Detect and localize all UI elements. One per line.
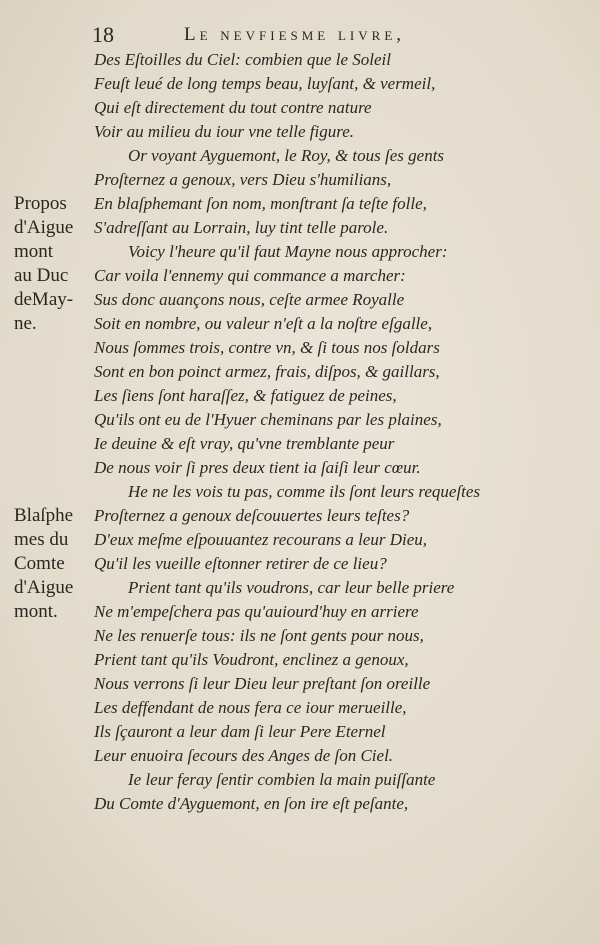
verse-line: Qu'il les vueille eſtonner retirer de ce lieu? bbox=[94, 554, 387, 573]
verse-line: Leur enuoira ſecours des Anges de ſon Ciel. bbox=[94, 746, 394, 765]
verse-line: Sus donc auançons nous, ceſte armee Royalle bbox=[94, 290, 405, 309]
verse-line: Prient tant qu'ils voudrons, car leur belle priere bbox=[128, 578, 455, 597]
margin-note-propos bbox=[14, 192, 94, 336]
verse-line: Ils ſçauront a leur dam ſi leur Pere Eternel bbox=[94, 722, 386, 741]
page-number: 18 bbox=[92, 22, 114, 47]
verse-line: D'eux meſme eſpouuantez recourans a leur Dieu, bbox=[94, 530, 428, 549]
verse-line: Voicy l'heure qu'il faut Mayne nous approcher: bbox=[128, 242, 448, 261]
margin-note-line: deMay- bbox=[14, 289, 74, 310]
verse-line: Les deffendant de nous fera ce iour merueille, bbox=[94, 698, 407, 717]
verse-line: Du Comte d'Ayguemont, en ſon ire eſt peſante, bbox=[94, 794, 409, 813]
verse-line: Prient tant qu'ils Voudront, enclinez a genoux, bbox=[94, 650, 409, 669]
verse-line: Proſternez a genoux, vers Dieu s'humilians, bbox=[94, 170, 392, 189]
verse-line: Feuſt leué de long temps beau, luyſant, & vermeil, bbox=[94, 74, 436, 93]
verse-line: En blaſphemant ſon nom, monſtrant ſa teſte folle, bbox=[94, 194, 427, 213]
verse-line: Les ſiens ſont haraſſez, & fatiguez de peines, bbox=[94, 386, 397, 405]
margin-note-blasphemes bbox=[14, 504, 94, 624]
verse-line: He ne les vois tu pas, comme ils ſont leurs requeſtes bbox=[128, 482, 481, 501]
verse-line: Voir au milieu du iour vne telle figure. bbox=[94, 122, 354, 141]
verse-text bbox=[94, 48, 534, 816]
margin-note-line: Propos bbox=[14, 193, 67, 214]
verse-line: Soit en nombre, ou valeur n'eſt a la noſtre eſgalle, bbox=[94, 314, 433, 333]
verse-line: De nous voir ſi pres deux tient ia ſaiſi leur cœur. bbox=[94, 458, 421, 477]
verse-line: Proſternez a genoux deſcouuertes leurs teſtes? bbox=[94, 506, 410, 525]
verse-line: Car voila l'ennemy qui commance a marcher: bbox=[94, 266, 406, 285]
margin-note-line: d'Aigue bbox=[14, 217, 74, 238]
margin-note-line: ne. bbox=[14, 313, 37, 334]
verse-line: Ne les renuerſe tous: ils ne ſont gents pour nous, bbox=[94, 626, 424, 645]
verse-line: Ie deuine & eſt vray, qu'vne tremblante peur bbox=[94, 434, 395, 453]
page-header bbox=[88, 22, 508, 48]
margin-note-line: Comte bbox=[14, 553, 65, 574]
margin-note-line: d'Aigue bbox=[14, 577, 74, 598]
verse-line: Des Eſtoilles du Ciel: combien que le Soleil bbox=[94, 50, 391, 69]
verse-line: S'adreſſant au Lorrain, luy tint telle parole. bbox=[94, 218, 389, 237]
verse-line: Sont en bon poinct armez, frais, diſpos, & gaillars, bbox=[94, 362, 440, 381]
running-title: Le nevfiesme livre, bbox=[184, 24, 406, 45]
margin-note-line: mes du bbox=[14, 529, 69, 550]
margin-note-line: au Duc bbox=[14, 265, 69, 286]
margin-note-line: Blaſphe bbox=[14, 505, 74, 526]
margin-note-line: mont. bbox=[14, 601, 58, 622]
verse-line: Or voyant Ayguemont, le Roy, & tous ſes gents bbox=[128, 146, 445, 165]
verse-line: Ne m'empeſchera pas qu'auiourd'huy en arriere bbox=[94, 602, 419, 621]
verse-line: Ie leur feray ſentir combien la main puiſſante bbox=[128, 770, 436, 789]
margin-note-line: mont bbox=[14, 241, 54, 262]
verse-line: Qu'ils ont eu de l'Hyuer cheminans par les plaines, bbox=[94, 410, 442, 429]
verse-line: Nous ſommes trois, contre vn, & ſi tous nos ſoldars bbox=[94, 338, 440, 357]
verse-line: Nous verrons ſi leur Dieu leur preſtant ſon oreille bbox=[94, 674, 431, 693]
verse-line: Qui eſt directement du tout contre nature bbox=[94, 98, 372, 117]
